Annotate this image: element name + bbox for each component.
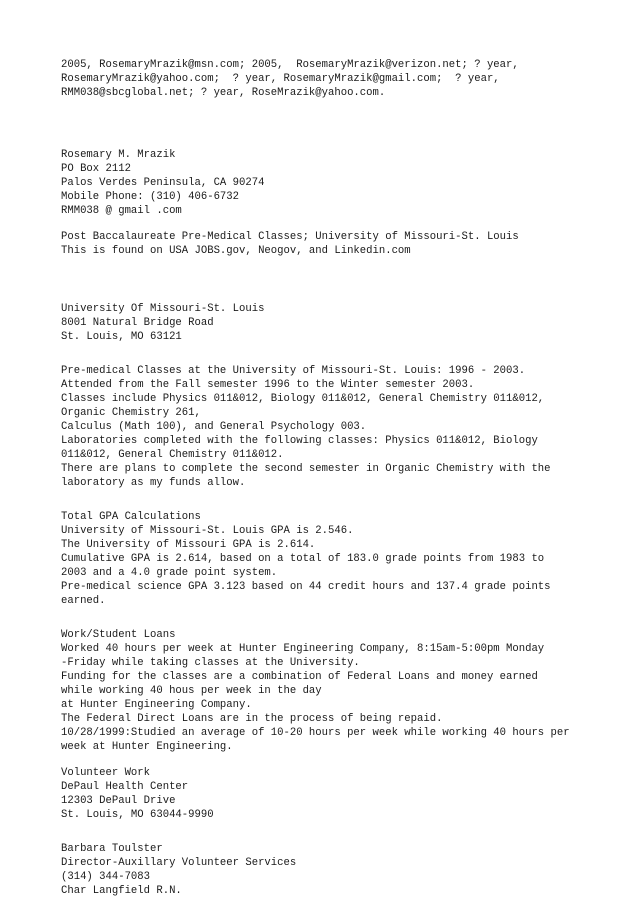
text-line: 2005, RosemaryMrazik@msn.com; 2005, RosemaryMrazik@verizon.net; ? year, [61, 59, 519, 71]
text-line: DePaul Health Center [61, 781, 189, 793]
text-line: laboratory as my funds allow. [61, 477, 246, 489]
text-line: 2003 and a 4.0 grade point system. [61, 567, 278, 579]
text-line: The Federal Direct Loans are in the process of being repaid. [61, 713, 443, 725]
text-line: Calculus (Math 100), and General Psychology 003. [61, 421, 367, 433]
text-line: University of Missouri-St. Louis GPA is 2.546. [61, 525, 354, 537]
text-line: Organic Chemistry 261, [61, 407, 201, 419]
intro-block [61, 230, 621, 258]
text-line: Rosemary M. Mrazik [61, 149, 176, 161]
email-history-block [61, 58, 621, 100]
work-loans-block [61, 628, 621, 754]
text-line: while working 40 hous per week in the day [61, 685, 322, 697]
text-line: at Hunter Engineering Company. [61, 699, 252, 711]
text-line: Pre-medical science GPA 3.123 based on 44 credit hours and 137.4 grade points [61, 581, 551, 593]
text-line: Work/Student Loans [61, 629, 176, 641]
text-line: Barbara Toulster [61, 843, 163, 855]
text-line: Volunteer Work [61, 767, 151, 779]
text-line: St. Louis, MO 63044-9990 [61, 809, 214, 821]
text-line: (314) 344-7083 [61, 871, 151, 883]
text-line: earned. [61, 595, 106, 607]
text-line: 12303 DePaul Drive [61, 795, 176, 807]
text-line: Attended from the Fall semester 1996 to the Winter semester 2003. [61, 379, 475, 391]
text-line: -Friday while taking classes at the University. [61, 657, 360, 669]
gpa-block [61, 510, 621, 608]
premed-classes-block [61, 364, 621, 490]
text-line: week at Hunter Engineering. [61, 741, 233, 753]
text-line: RMM038@sbcglobal.net; ? year, RoseMrazik@yahoo.com. [61, 87, 386, 99]
text-line: Laboratories completed with the following classes: Physics 011&012, Biology [61, 435, 538, 447]
volunteer-block [61, 766, 621, 822]
text-line: This is found on USA JOBS.gov, Neogov, and Linkedin.com [61, 245, 411, 257]
text-line: RMM038 @ gmail .com [61, 205, 182, 217]
text-line: 8001 Natural Bridge Road [61, 317, 214, 329]
text-line: RosemaryMrazik@yahoo.com; ? year, RosemaryMrazik@gmail.com; ? year, [61, 73, 500, 85]
text-line: Funding for the classes are a combination of Federal Loans and money earned [61, 671, 538, 683]
text-line: Pre-medical Classes at the University of Missouri-St. Louis: 1996 - 2003. [61, 365, 526, 377]
text-line: St. Louis, MO 63121 [61, 331, 182, 343]
university-address-block [61, 302, 621, 344]
text-line: 10/28/1999:Studied an average of 10-20 hours per week while working 40 hours per [61, 727, 570, 739]
contact-person-block [61, 842, 621, 898]
text-line: Char Langfield R.N. [61, 885, 182, 897]
text-line: PO Box 2112 [61, 163, 131, 175]
text-line: Mobile Phone: (310) 406-6732 [61, 191, 240, 203]
text-line: Director-Auxillary Volunteer Services [61, 857, 297, 869]
text-line: Palos Verdes Peninsula, CA 90274 [61, 177, 265, 189]
mailing-address-block [61, 148, 621, 218]
text-line: There are plans to complete the second semester in Organic Chemistry with the [61, 463, 551, 475]
text-line: Cumulative GPA is 2.614, based on a total of 183.0 grade points from 1983 to [61, 553, 545, 565]
document-page [61, 58, 621, 898]
text-line: 011&012, General Chemistry 011&012. [61, 449, 284, 461]
text-line: Classes include Physics 011&012, Biology 011&012, General Chemistry 011&012, [61, 393, 545, 405]
text-line: Worked 40 hours per week at Hunter Engineering Company, 8:15am-5:00pm Monday [61, 643, 545, 655]
text-line: University Of Missouri-St. Louis [61, 303, 265, 315]
text-line: The University of Missouri GPA is 2.614. [61, 539, 316, 551]
text-line: Total GPA Calculations [61, 511, 201, 523]
text-line: Post Baccalaureate Pre-Medical Classes; University of Missouri-St. Louis [61, 231, 519, 243]
